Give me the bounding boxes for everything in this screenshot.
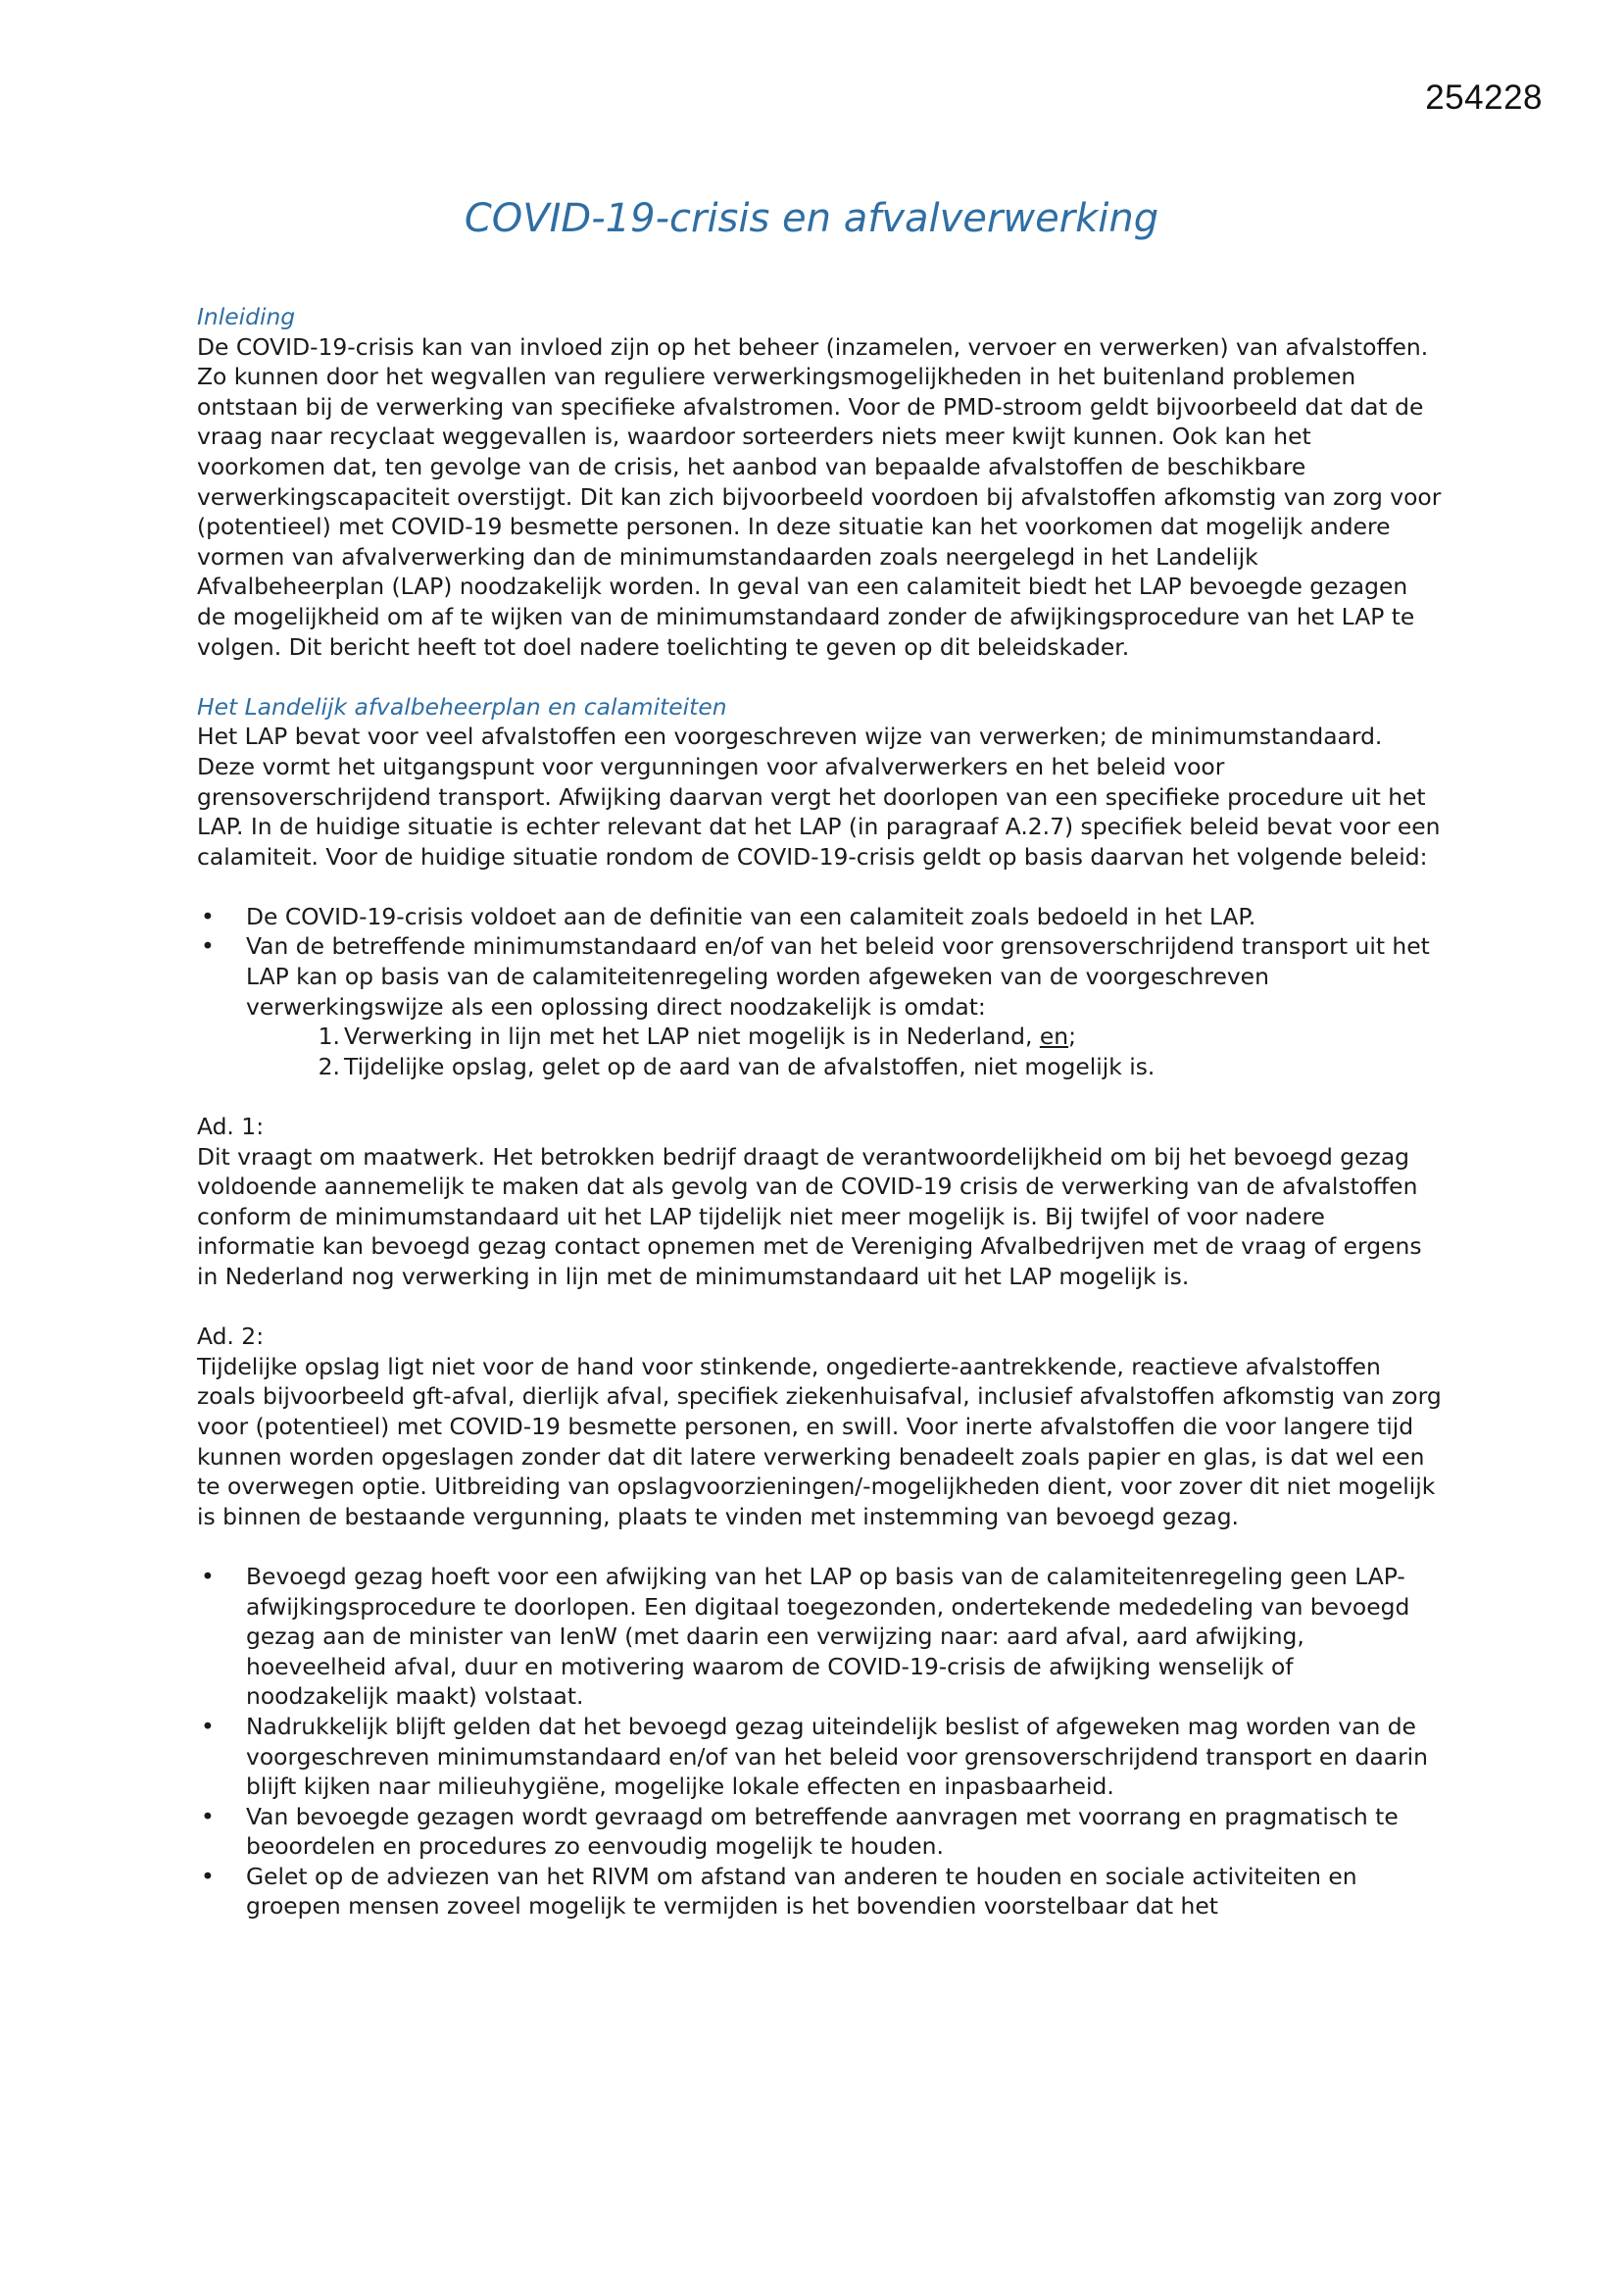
final-bullet-list	[197, 1562, 1442, 1922]
page-title: COVID-19-crisis en afvalverwerking	[464, 196, 1159, 241]
bullet-text: Gelet op de adviezen van het RIVM om afstand van anderen te houden en sociale activiteiten en groepen mensen zoveel mogelijk te vermijden is het bovendien voorstelbaar dat het	[246, 1862, 1357, 1921]
list-item	[197, 1712, 1442, 1802]
underlined-conjunction: en	[1039, 1023, 1069, 1051]
ad2-paragraph: Tijdelijke opslag ligt niet voor de hand voor stinkende, ongedierte-aantrekkende, reactieve afvalstoffen zoals bijvoorbeeld gft-afval, dierlijk afval, specifiek ziekenhuisafval, inclusief afvalstoffen afkomstig van zorg voor (potentieel) met COVID-19 besmette personen, en swill. Voor inerte afvalstoffen die voor langere tijd kunnen worden opgeslagen zonder dat dit latere verwerking benadeelt zoals papier en glas, is dat wel een te overwegen optie. Uitbreiding van opslagvoorzieningen/-mogelijkheden dient, voor zover dit niet mogelijk is binnen de bestaande vergunning, plaats te vinden met instemming van bevoegd gezag.	[197, 1352, 1442, 1530]
condition-end: ;	[1068, 1023, 1076, 1051]
lap-bullet-list	[197, 902, 1442, 1082]
ad2-section	[197, 1322, 1442, 1531]
condition-number: 2.	[318, 1052, 340, 1080]
ad1-label: Ad. 1:	[197, 1113, 265, 1141]
list-item	[197, 902, 1442, 932]
bullet-text: Van bevoegde gezagen wordt gevraagd om betreffende aanvragen met voorrang en pragmatisch te beoordelen en procedures zo eenvoudig mogelijk te houden.	[246, 1802, 1399, 1861]
ad1-paragraph: Dit vraagt om maatwerk. Het betrokken bedrijf draagt de verantwoordelijkheid om bij het bevoegd gezag voldoende aannemelijk te maken dat als gevolg van de COVID-19 crisis de verwerking van de afvalstoffen conform de minimumstandaard uit het LAP tijdelijk niet meer mogelijk is. Bij twijfel of voor nadere informatie kan bevoegd gezag contact opnemen met de Vereniging Afvalbedrijven met de vraag of ergens in Nederland nog verwerking in lijn met de minimumstandaard uit het LAP mogelijk is.	[197, 1142, 1422, 1290]
condition-number: 1.	[318, 1023, 340, 1051]
lap-heading: Het Landelijk afvalbeheerplan en calamiteiten	[197, 692, 727, 721]
condition-list	[246, 1022, 1442, 1081]
condition-item	[246, 1022, 1442, 1052]
ad2-label: Ad. 2:	[197, 1323, 265, 1351]
bullet-text: Bevoegd gezag hoeft voor een afwijking van het LAP op basis van de calamiteitenregeling geen LAP-afwijkingsprocedure te doorlopen. Een digitaal toegezonden, ondertekende mededeling van bevoegd gezag aan de minister van IenW (met daarin een verwijzing naar: aard afval, aard afwijking, hoeveelheid afval, duur en motivering waarom de COVID-19-crisis de afwijking wenselijk of noodzakelijk maakt) volstaat.	[246, 1562, 1410, 1711]
list-item	[197, 931, 1442, 1081]
bullet-text: Nadrukkelijk blijft gelden dat het bevoegd gezag uiteindelijk beslist of afgeweken mag worden van de voorgeschreven minimumstandaard en/of van het beleid voor grensoverschrijdend transport en daarin blijft kijken naar milieuhygiëne, mogelijke lokale effecten en inpasbaarheid.	[246, 1712, 1429, 1801]
lap-paragraph: Het LAP bevat voor veel afvalstoffen een voorgeschreven wijze van verwerken; de minimumstandaard. Deze vormt het uitgangspunt voor vergunningen voor afvalverwerkers en het beleid voor grensoverschrijdend transport. Afwijking daarvan vergt het doorlopen van een specifieke procedure uit het LAP. In de huidige situatie is echter relevant dat het LAP (in paragraaf A.2.7) specifiek beleid bevat voor een calamiteit. Voor de huidige situatie rondom de COVID-19-crisis geldt op basis daarvan het volgende beleid:	[197, 723, 1441, 871]
intro-paragraph: De COVID-19-crisis kan van invloed zijn op het beheer (inzamelen, vervoer en verwerken) van afvalstoffen. Zo kunnen door het wegvallen van reguliere verwerkingsmogelijkheden in het buitenland problemen ontstaan bij de verwerking van specifieke afvalstromen. Voor de PMD-stroom geldt bijvoorbeeld dat dat de vraag naar recyclaat weggevallen is, waardoor sorteerders niets meer kwijt kunnen. Ook kan het voorkomen dat, ten gevolge van de crisis, het aanbod van bepaalde afvalstoffen de beschikbare verwerkingscapaciteit overstijgt. Dit kan zich bijvoorbeeld voordoen bij afvalstoffen afkomstig van zorg voor (potentieel) met COVID-19 besmette personen. In deze situatie kan het voorkomen dat mogelijk andere vormen van afvalverwerking dan de minimumstandaarden zoals neergelegd in het Landelijk Afvalbeheerplan (LAP) noodzakelijk worden. In geval van een calamiteit biedt het LAP bevoegde gezagen de mogelijkheid om af te wijken van de minimumstandaard zonder de afwijkingsprocedure van het LAP te volgen. Dit bericht heeft tot doel nadere toelichting te geven op dit beleidskader.	[197, 332, 1442, 661]
document-body	[197, 302, 1442, 1922]
intro-section	[197, 302, 1442, 662]
document-number: 254228	[1425, 78, 1543, 117]
condition-text: Verwerking in lijn met het LAP niet mogelijk is in Nederland,	[344, 1023, 1040, 1051]
condition-item	[246, 1052, 1442, 1082]
list-item	[197, 1802, 1442, 1862]
bullet-text: Van de betreffende minimumstandaard en/of van het beleid voor grensoverschrijdend transport uit het LAP kan op basis van de calamiteitenregeling worden afgeweken van de voorgeschreven verwerkingswijze als een oplossing direct noodzakelijk is omdat:	[246, 932, 1430, 1021]
list-item	[197, 1562, 1442, 1712]
lap-section	[197, 692, 1442, 1082]
list-item	[197, 1862, 1442, 1922]
ad1-section	[197, 1112, 1442, 1292]
bullet-text: De COVID-19-crisis voldoet aan de definitie van een calamiteit zoals bedoeld in het LAP.	[246, 902, 1256, 930]
intro-heading: Inleiding	[197, 303, 296, 330]
condition-text: Tijdelijke opslag, gelet op de aard van de afvalstoffen, niet mogelijk is.	[344, 1052, 1156, 1080]
